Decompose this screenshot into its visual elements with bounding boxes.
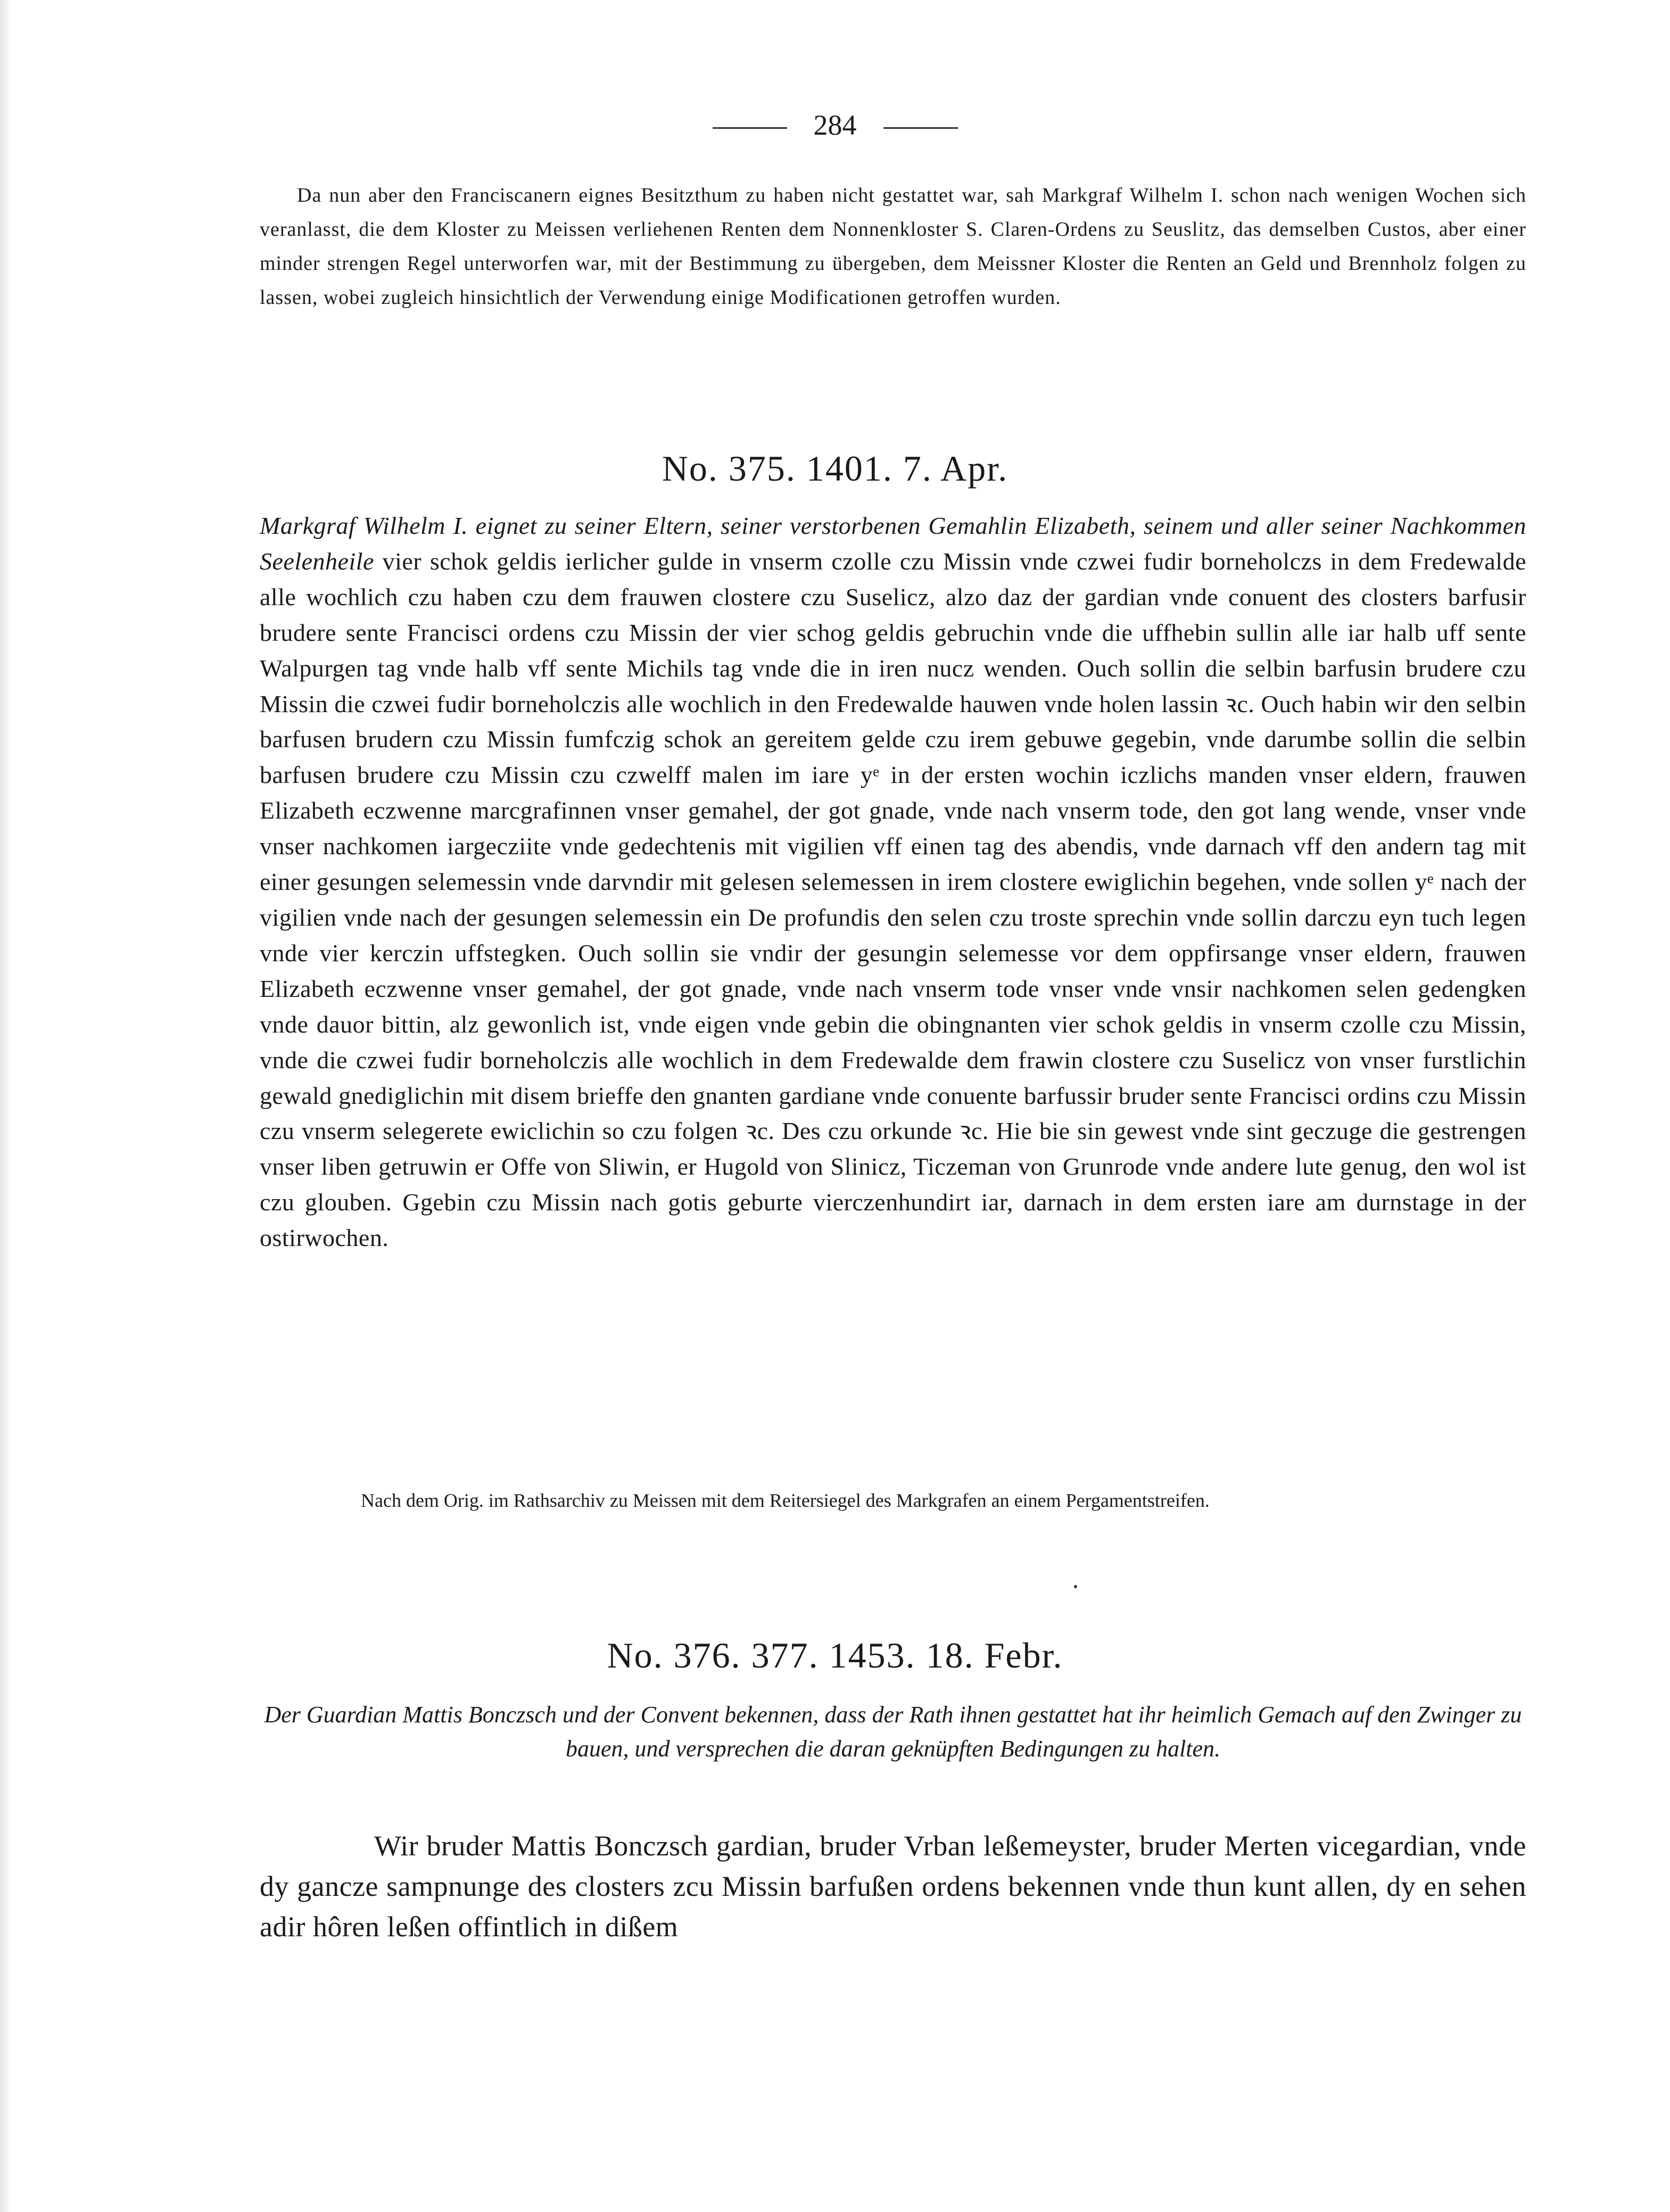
entry-376-summary: Der Guardian Mattis Bonczsch und der Convent bekennen, dass der Rath ihnen gestattet hat ihr heimlich Gemach auf den Zwinger zu bauen, und versprechen die daran geknüpften Bedingungen zu halten. — [264, 1702, 1522, 1762]
page-number: 284 — [813, 109, 857, 141]
entry-375-title: No. 375. 1401. 7. Apr. — [662, 448, 1008, 489]
entry-375-summary: Markgraf Wilhelm I. eignet zu seiner Eltern, seiner verstorbenen Gemahlin Elizabeth, seinem und aller seiner Nachkommen Seelenheile — [260, 512, 1526, 575]
scan-edge-shadow — [0, 0, 12, 2212]
page-header — [0, 109, 1670, 141]
entry-375-text: vier schok geldis ierlicher gulde in vnserm czolle czu Missin vnde czwei fudir borneholczs in dem Fredewalde alle wochlich czu haben czu dem frauwen clostere czu Suselicz, alzo daz der gardian vnde conuent des closters barfusir brudere sente Francisci ordens czu Missin der vier schog geldis gebruchin vnde die uffhebin sullin alle iar halb uff sente Walpurgen tag vnde halb vff sente Michils tag vnde die in iren nucz wenden. Ouch sollin die selbin barfusin brudere czu Missin die czwei fudir borneholczis alle wochlich in den Fredewalde hauwen vnde holen lassin ꝛc. Ouch habin wir den selbin barfusen brudern czu Missin fumfczig schok an gereitem gelde czu irem gebuwe gegebin, vnde darumbe sollin die selbin barfusen brudere czu Missin czu czwelff malen im iare yᵉ in der ersten wochin iczlichs manden vnser eldern, frauwen Elizabeth eczwenne marcgrafinnen vnser gemahel, der got gnade, vnde nach vnserm tode, den got lang wende, vnser vnde vnser nachkomen iargecziite vnde gedechtenis mit vigilien vff einen tag des abendis, vnde darnach vff den andern tag mit einer gesungen selemessin vnde darvndir mit gelesen selemessen in irem clostere ewiglichin begehen, vnde sollen yᵉ nach der vigilien vnde nach der gesungen selemessin ein De profundis den selen czu troste sprechin vnde sollin darczu eyn tuch legen vnde vier kerczin uffstegken. Ouch sollin sie vndir der gesungin selemesse vor dem oppfirsange vnser eldern, frauwen Elizabeth eczwenne vnser gemahel, der got gnade, vnde nach vnserm tode vnser vnde vnsir nachkomen selen gedengken vnde dauor bittin, alz gewonlich ist, vnde eigen vnde gebin die obingnanten vier schok geldis in vnserm czolle czu Missin, vnde die czwei fudir borneholczis alle wochlich in dem Fredewalde dem frawin clostere czu Suselicz von vnser furstlichin gewald gnediglichin mit disem brieffe den gnanten gardiane vnde conuente barfussir bruder sente Francisci ordins czu Missin czu vnserm selegerete ewiclichin so czu folgen ꝛc. Des czu orkunde ꝛc. Hie bie sin gewest vnde sint geczuge die gestrengen vnser liben getruwin er Offe von Sliwin, er Hugold von Slinicz, Ticzeman von Grunrode vnde andere lute genug, den wol ist czu glouben. Ggebin czu Missin nach gotis geburte vierczenhundirt iar, darnach in dem ersten iare am durnstage in der ostirwochen. — [260, 547, 1526, 1252]
entry-375-body — [260, 508, 1526, 1256]
entry-375-source-note: Nach dem Orig. im Rathsarchiv zu Meissen mit dem Reitersiegel des Markgrafen an einem Pergamentstreifen. — [361, 1490, 1210, 1511]
header-rule-right — [883, 127, 958, 129]
entry-376-title: No. 376. 377. 1453. 18. Febr. — [607, 1635, 1063, 1675]
entry-376-body: Wir bruder Mattis Bonczsch gardian, bruder Vrban leßemeyster, bruder Merten vicegardian, vnde dy gancze sampnunge des closters zcu Missin barfußen ordens bekennen vnde thun kunt allen, dy en sehen adir hôren leßen offintlich in dißem — [260, 1830, 1526, 1943]
header-rule-left — [713, 127, 787, 129]
intro-paragraph: Da nun aber den Franciscanern eignes Besitzthum zu haben nicht gestattet war, sah Markgraf Wilhelm I. schon nach wenigen Wochen sich veranlasst, die dem Kloster zu Meissen verliehenen Renten dem Nonnenkloster S. Claren-Ordens zu Seuslitz, das demselben Custos, aber einer minder strengen Regel unterworfen war, mit der Bestimmung zu übergeben, dem Meissner Kloster die Renten an Geld und Brennholz folgen zu lassen, wobei zugleich hinsichtlich der Verwendung einige Modificationen getroffen wurden. — [260, 184, 1526, 309]
print-speck — [1074, 1585, 1077, 1588]
